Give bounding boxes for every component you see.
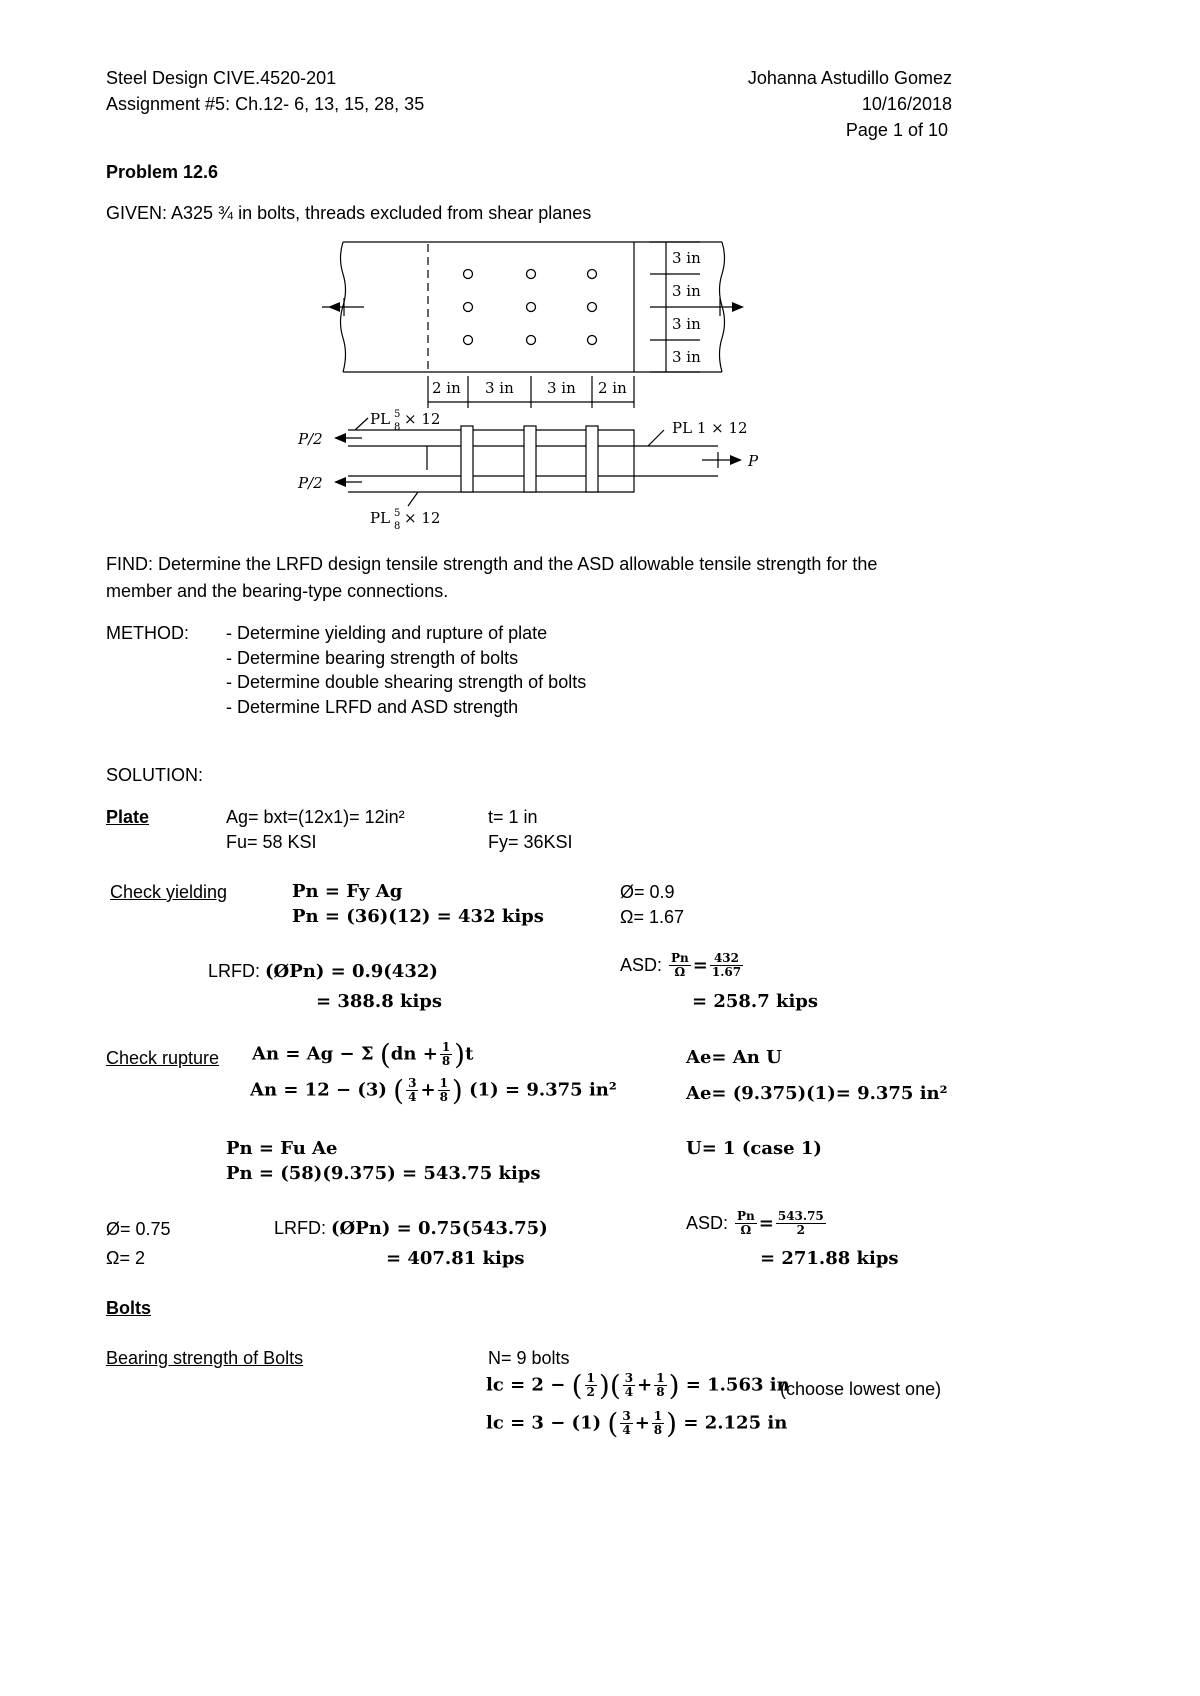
find-line-2: member and the bearing-type connections. <box>106 581 449 601</box>
yielding-eq-1: Pn = Fy Ag <box>292 881 403 902</box>
top-plate-frac-n: 5 <box>394 409 401 420</box>
rupture-asd-frac-n: Pn <box>737 1209 755 1223</box>
rupture-an-eq-1: An = Ag − Σ (dn + $\frac{1}{8}$ )t <box>252 1038 474 1071</box>
yielding-asd-value-n: 432 <box>710 952 743 966</box>
method-label: METHOD: <box>106 623 189 643</box>
yielding-asd-frac-n: Pn <box>671 951 689 965</box>
horizontal-spacing-3: 3 in <box>547 379 576 397</box>
main-plate-label: PL 1 × 12 <box>672 419 748 437</box>
lc2-post: = 2.125 in <box>683 1412 788 1434</box>
yielding-lrfd-eq: (ØPn) = 0.9(432) <box>265 961 438 982</box>
header-date: 10/16/2018 <box>861 94 952 114</box>
rupture-asd <box>686 1210 828 1237</box>
yielding-lrfd <box>208 961 438 982</box>
problem-title: Problem 12.6 <box>106 162 219 182</box>
vertical-spacing-1: 3 in <box>672 249 701 267</box>
yielding-omega: Ω= 1.67 <box>620 907 685 927</box>
plate-fu: Fu= 58 KSI <box>226 832 317 852</box>
lc1-post: = 1.563 in <box>685 1374 790 1396</box>
top-plate-frac-d: 8 <box>394 422 401 433</box>
yielding-asd-eq: = <box>692 955 708 976</box>
rupture-ae-eq-2: Ae= (9.375)(1)= 9.375 in² <box>686 1083 948 1104</box>
top-plate-size: × 12 <box>404 410 441 428</box>
bottom-plate-frac-d: 8 <box>394 521 401 532</box>
given-statement: GIVEN: A325 ¾ in bolts, threads excluded from shear planes <box>106 203 592 223</box>
method-item-4: - Determine LRFD and ASD strength <box>226 697 519 717</box>
lc-eq-2: lc = 3 − (1) ( $\frac{3}{4}$ + $\frac{1}{8}$ ) = 2.125 in <box>486 1407 788 1440</box>
rupture-pn-eq-1: Pn = Fu Ae <box>226 1138 338 1159</box>
bolt-count: N= 9 bolts <box>488 1348 570 1368</box>
yielding-asd-result: = 258.7 kips <box>692 991 819 1012</box>
yielding-asd-label: ASD: <box>620 955 668 975</box>
bearing-heading: Bearing strength of Bolts <box>106 1348 304 1368</box>
rupture-pn-eq-2: Pn = (58)(9.375) = 543.75 kips <box>226 1163 541 1184</box>
assignment-title: Assignment #5: Ch.12- 6, 13, 15, 28, 35 <box>106 94 425 114</box>
rupture-asd-frac-d: Ω <box>740 1223 752 1237</box>
plate-t: t= 1 in <box>488 807 538 827</box>
rupture-an1-post: t <box>465 1043 474 1065</box>
rupture-an2-post: (1) = 9.375 in² <box>469 1079 617 1101</box>
lc-eq-1: lc = 2 − ( $\frac{1}{2}$ )( $\frac{3}{4}$ + $\frac{1}{8}$ ) = 1.563 in <box>486 1369 790 1402</box>
rupture-an1-dn: dn + <box>390 1043 438 1065</box>
frac-eight: 8 <box>441 1054 451 1068</box>
p-label: P <box>748 452 759 470</box>
rupture-asd-value-d: 2 <box>796 1223 805 1237</box>
find-line-1: FIND: Determine the LRFD design tensile strength and the ASD allowable tensile strength for the <box>106 554 878 574</box>
yielding-phi: Ø= 0.9 <box>620 882 675 902</box>
rupture-lrfd-label: LRFD: <box>274 1218 332 1238</box>
rupture-asd-eq: = <box>758 1213 774 1234</box>
plate-heading: Plate <box>106 807 150 827</box>
rupture-lrfd-result: = 407.81 kips <box>386 1248 525 1269</box>
yielding-lrfd-label: LRFD: <box>208 961 266 981</box>
yielding-asd-frac-d: Ω <box>674 965 686 979</box>
connection-diagram <box>0 0 1200 580</box>
yielding-asd-value-d: 1.67 <box>711 965 742 979</box>
vertical-spacing-4: 3 in <box>672 348 701 366</box>
lc-note: (choose lowest one) <box>780 1379 942 1399</box>
horizontal-spacing-4: 2 in <box>598 379 627 397</box>
rupture-u: U= 1 (case 1) <box>686 1138 822 1159</box>
top-plate-label: PL <box>370 410 391 428</box>
rupture-lrfd <box>274 1218 548 1239</box>
rupture-an-eq-2: An = 12 − (3) ( $\frac{3}{4}$ + $\frac{1}{8}$ ) (1) = 9.375 in² <box>250 1074 617 1107</box>
rupture-ae-eq-1: Ae= An U <box>686 1047 782 1068</box>
horizontal-spacing-1: 2 in <box>432 379 461 397</box>
yielding-asd <box>620 952 745 979</box>
p-half-bottom-label: P/2 <box>298 474 323 492</box>
p-half-top-label: P/2 <box>298 430 323 448</box>
lc1-pre: lc = 2 − <box>486 1374 566 1396</box>
rupture-asd-value-n: 543.75 <box>777 1209 824 1223</box>
yielding-eq-2: Pn = (36)(12) = 432 kips <box>292 906 544 927</box>
yielding-heading: Check yielding <box>110 882 228 902</box>
plate-fy: Fy= 36KSI <box>488 832 573 852</box>
horizontal-spacing-2: 3 in <box>485 379 514 397</box>
rupture-lrfd-eq: (ØPn) = 0.75(543.75) <box>331 1218 548 1239</box>
method-item-3: - Determine double shearing strength of bolts <box>226 672 587 692</box>
vertical-spacing-2: 3 in <box>672 282 701 300</box>
page-number: Page 1 of 10 <box>845 120 948 140</box>
rupture-heading: Check rupture <box>106 1048 220 1068</box>
rupture-omega: Ω= 2 <box>106 1248 145 1268</box>
plate-ag: Ag= bxt=(12x1)= 12in² <box>226 807 405 827</box>
method-item-2: - Determine bearing strength of bolts <box>226 648 519 668</box>
lc2-pre: lc = 3 − (1) <box>486 1412 602 1434</box>
rupture-an2-pre: An = 12 − (3) <box>250 1079 387 1101</box>
rupture-asd-result: = 271.88 kips <box>760 1248 899 1269</box>
solution-label: SOLUTION: <box>106 765 204 785</box>
rupture-an1-pre: An = Ag − Σ <box>252 1043 374 1065</box>
bottom-plate-size: × 12 <box>404 509 441 527</box>
author-name: Johanna Astudillo Gomez <box>747 68 952 88</box>
vertical-spacing-3: 3 in <box>672 315 701 333</box>
method-item-1: - Determine yielding and rupture of plate <box>226 623 548 643</box>
bottom-plate-frac-n: 5 <box>394 508 401 519</box>
course-title: Steel Design CIVE.4520-201 <box>106 68 337 88</box>
yielding-lrfd-result: = 388.8 kips <box>316 991 443 1012</box>
bolts-heading: Bolts <box>106 1298 151 1318</box>
rupture-phi: Ø= 0.75 <box>106 1219 171 1239</box>
rupture-asd-label: ASD: <box>686 1213 734 1233</box>
bottom-plate-label: PL <box>370 509 391 527</box>
frac-one: 1 <box>441 1040 451 1054</box>
